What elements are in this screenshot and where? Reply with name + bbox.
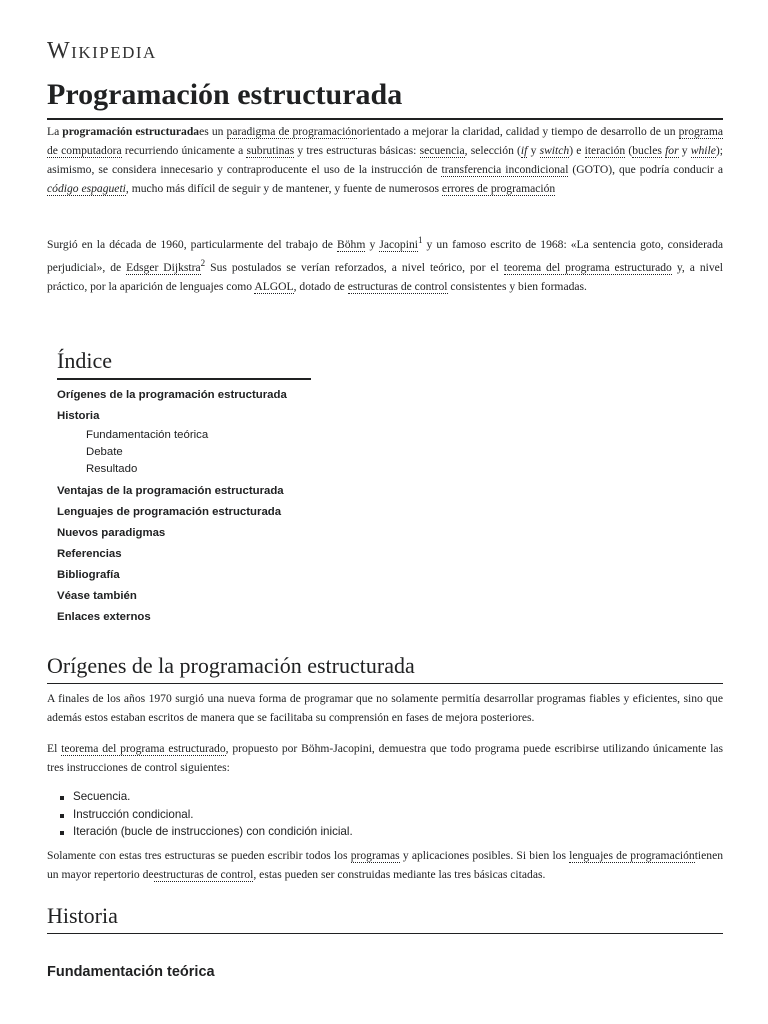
link-bucles[interactable]: bucles — [632, 144, 662, 157]
text: tienen un mayor repertorio de — [47, 849, 724, 881]
toc-subitem[interactable]: Resultado — [86, 463, 138, 475]
link-for[interactable]: for — [665, 144, 679, 157]
text: es un — [199, 125, 224, 138]
text: ) e — [569, 144, 585, 157]
text: La — [47, 125, 63, 138]
bold-term: programación estructurada — [62, 125, 200, 138]
text: recurriendo únicamente a — [121, 144, 247, 157]
text: El — [47, 742, 62, 755]
link-teorema[interactable]: teorema del programa estructurado — [503, 260, 672, 274]
text: Sus postulados se verían reforzados, a nivel teórico, por el — [205, 260, 504, 274]
link-paradigma[interactable]: paradigma de programación — [226, 125, 357, 138]
text: y — [678, 144, 691, 157]
toc-item[interactable]: Historia — [57, 410, 100, 422]
origenes-paragraph-2 — [47, 739, 723, 777]
toc-subitem[interactable]: Fundamentación teórica — [86, 429, 209, 441]
text: (GOTO), que podría conducir a — [568, 163, 723, 176]
link-lenguajes[interactable]: lenguajes de programación — [569, 849, 695, 862]
section-heading-origenes: Orígenes de la programación estructurada — [47, 652, 723, 684]
link-iteracion[interactable]: iteración — [584, 144, 626, 157]
wikipedia-logo[interactable]: Wikipedia — [47, 38, 157, 64]
link-jacopini[interactable]: Jacopini — [379, 237, 418, 251]
toc-subitem[interactable]: Debate — [86, 446, 123, 458]
reference-1[interactable]: 1 — [417, 235, 423, 245]
text: orientado a mejorar la claridad, calidad y tiempo de desarrollo de un — [356, 125, 679, 138]
origenes-paragraph-1: A finales de los años 1970 surgió una nueva forma de programar que no solamente permitía desarrollar programas fiables y eficientes, sino que además estos estaban escritos de manera que se facilitaba su comprensión en fases de mejora posteriores. — [47, 692, 723, 724]
text: y, a nivel práctico, por la aparición de lenguajes como — [47, 260, 724, 293]
text: consistentes y bien formadas. — [447, 279, 587, 293]
link-bohm[interactable]: Böhm — [337, 237, 366, 251]
text: , propuesto por Böhm-Jacopini, demuestra que todo programa puede escribirse utilizando únicamente las tres instrucciones de control siguientes: — [47, 742, 724, 774]
toc-title: Índice — [57, 346, 311, 380]
intro-paragraph-1 — [47, 122, 723, 198]
text: y — [527, 144, 540, 157]
page-title: Programación estructurada — [47, 76, 723, 120]
toc-item[interactable]: Bibliografía — [57, 569, 120, 581]
list-item: Iteración (bucle de instrucciones) con condición inicial. — [73, 823, 353, 841]
text: ( — [625, 144, 633, 157]
toc-item[interactable]: Referencias — [57, 548, 122, 560]
link-teorema[interactable]: teorema del programa estructurado — [61, 742, 226, 755]
list-item: Secuencia. — [73, 788, 353, 806]
text: y un famoso escrito de 1968: «La sentencia goto, considerada perjudicial», de — [47, 237, 724, 274]
link-while[interactable]: while — [690, 144, 716, 157]
origenes-paragraph-3 — [47, 846, 723, 884]
intro-paragraph-2 — [47, 231, 723, 296]
text: , estas pueden ser construidas mediante las tres básicas citadas. — [253, 868, 546, 881]
text: Solamente con estas tres estructuras se pueden escribir todos los — [47, 849, 351, 862]
link-transferencia[interactable]: transferencia incondicional — [441, 163, 569, 176]
text: y aplicaciones posibles. Si bien los — [399, 849, 570, 862]
link-codigo-espagueti[interactable]: código espagueti — [47, 182, 126, 195]
link-algol[interactable]: ALGOL — [254, 279, 294, 293]
text: Surgió en la década de 1960, particularmente del trabajo de — [47, 237, 338, 251]
link-programa[interactable]: programa de computadora — [47, 125, 723, 157]
link-errores[interactable]: errores de programación — [441, 182, 556, 195]
text: ); asimismo, se considera innecesario y contraproducente el uso de la instrucción de — [47, 144, 723, 176]
reference-2[interactable]: 2 — [200, 257, 206, 268]
toc-item[interactable]: Ventajas de la programación estructurada — [57, 485, 284, 497]
toc-item[interactable]: Orígenes de la programación estructurada — [57, 389, 287, 401]
toc-item[interactable]: Nuevos paradigmas — [57, 527, 166, 539]
link-estructuras-control[interactable]: estructuras de control — [347, 279, 448, 293]
link-secuencia[interactable]: secuencia — [419, 144, 465, 157]
text: , mucho más difícil de seguir y de mantener, y fuente de numerosos — [125, 182, 442, 195]
control-structures-list — [47, 788, 353, 841]
toc-item[interactable]: Véase también — [57, 590, 137, 602]
toc-item[interactable]: Lenguajes de programación estructurada — [57, 506, 282, 518]
text: , dotado de — [293, 279, 348, 293]
text: y — [365, 237, 380, 251]
link-estructuras-control[interactable]: estructuras de control — [153, 868, 254, 881]
subsection-heading-fundamentacion: Fundamentación teórica — [47, 964, 215, 980]
link-dijkstra[interactable]: Edsger Dijkstra — [126, 260, 201, 274]
link-if[interactable]: if — [520, 144, 528, 157]
table-of-contents — [57, 346, 337, 628]
link-subrutinas[interactable]: subrutinas — [246, 144, 295, 157]
link-programas[interactable]: programas — [350, 849, 400, 862]
text: y tres estructuras básicas: — [294, 144, 420, 157]
link-switch[interactable]: switch — [539, 144, 570, 157]
list-item: Instrucción condicional. — [73, 806, 353, 824]
toc-item[interactable]: Enlaces externos — [57, 611, 151, 623]
text: , selección ( — [464, 144, 521, 157]
section-heading-historia: Historia — [47, 902, 723, 934]
